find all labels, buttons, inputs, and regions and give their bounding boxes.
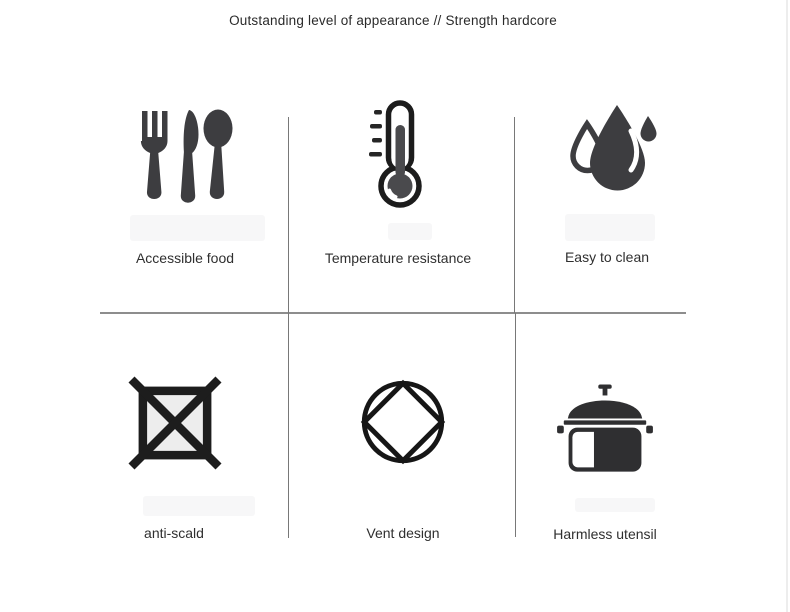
- thermometer-icon: [358, 99, 430, 209]
- feature-cell-easy-to-clean: [514, 0, 700, 313]
- feature-label: Accessible food: [135, 250, 235, 266]
- cooking-pot-icon: [552, 383, 658, 475]
- feature-label: anti-scald: [144, 525, 204, 541]
- feature-cell-vent-design: [288, 313, 514, 541]
- feature-label: Vent design: [366, 525, 440, 541]
- feature-label: Temperature resistance: [324, 250, 472, 266]
- water-drops-icon: [562, 104, 658, 194]
- feature-cell-accessible-food: [100, 0, 288, 313]
- feature-cell-temperature-resistance: [288, 0, 514, 313]
- feature-cell-anti-scald: [100, 313, 288, 541]
- page-edge-line: [786, 0, 788, 612]
- circle-diamond-vent-icon: [358, 377, 448, 467]
- crossed-trivet-icon: [122, 371, 228, 475]
- cutlery-icon: [137, 107, 237, 207]
- page-title: Outstanding level of appearance // Strength hardcore: [229, 13, 557, 28]
- feature-label: Harmless utensil: [553, 526, 657, 542]
- feature-cell-harmless-utensil: [514, 313, 700, 542]
- feature-label: Easy to clean: [564, 249, 650, 265]
